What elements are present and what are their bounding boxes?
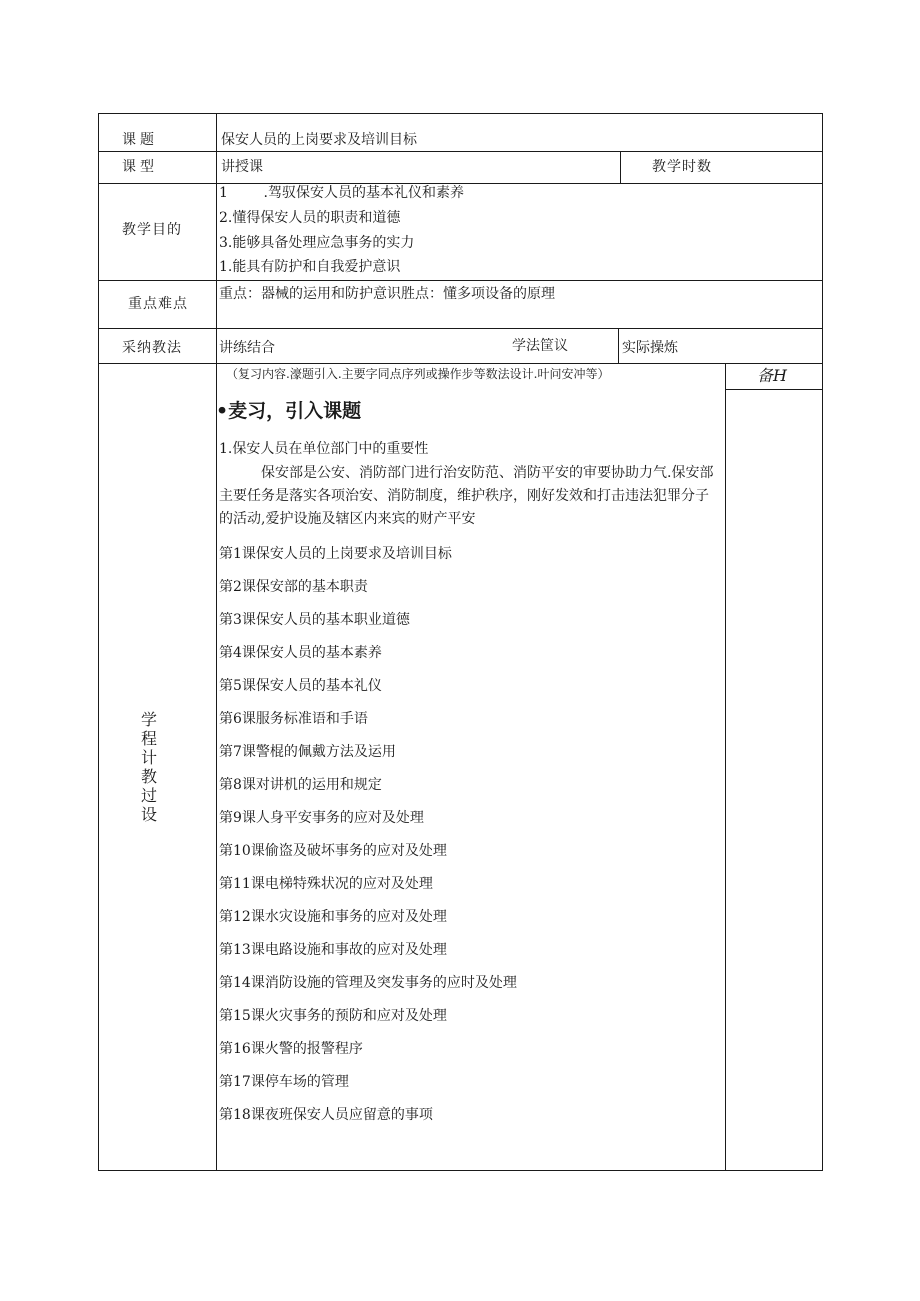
process-note: （复习内容.濠题引入.主要字同点序列或操作步等数法设计.叶问安冲等） (226, 367, 610, 381)
side-char: 教 (140, 767, 157, 786)
row-divider (98, 151, 823, 152)
label-column-divider (216, 113, 217, 1171)
objective-1: 1 .驾驭保安人员的基本礼仪和素养 (219, 185, 464, 201)
remark-label: 备H (757, 366, 787, 385)
remark-divider (725, 389, 823, 390)
lesson-item: 第14课消防设施的管理及突发事务的应时及处理 (219, 975, 517, 991)
lesson-item: 第17课停车场的管理 (219, 1074, 349, 1090)
lesson-item: 第1课保安人员的上岗要求及培训目标 (219, 546, 452, 562)
table-border-bottom (98, 1170, 823, 1171)
type-value: 讲授课 (221, 159, 263, 175)
lesson-item: 第16课火警的报警程序 (219, 1041, 363, 1057)
hours-label: 教学时数 (652, 159, 712, 175)
objectives-label: 教学目的 (122, 222, 182, 238)
objective-4: 1.能具有防护和自我爱护意识 (219, 259, 401, 275)
lesson-item: 第18课夜班保安人员应留意的事项 (219, 1107, 433, 1123)
security-paragraph: 保安部是公安、消防部门进行治安防范、消防平安的审要协助力气.保安部主要任务是落实各项治安、消防制度，维护秩序，刚好发效和打击违法犯罪分子的活动,爱护设施及辖区内来宾的财产平安 (219, 465, 714, 527)
lesson-item: 第9课人身平安事务的应对及处理 (219, 810, 424, 826)
method-label: 采纳教法 (122, 340, 182, 356)
topic-label: 课题 (122, 132, 158, 148)
lesson-item: 第3课保安人员的基本职业道德 (219, 612, 410, 628)
row-divider (98, 328, 823, 329)
keypoints-label: 重点难点 (128, 296, 188, 312)
row-divider (98, 363, 823, 364)
hours-divider (620, 151, 621, 183)
keypoints-value: 重点：器械的运用和防护意识胜点：懂多项设备的原理 (219, 286, 555, 302)
objective-2: 2.懂得保安人员的职责和道德 (219, 210, 401, 226)
side-char: 程 (140, 729, 157, 748)
row-divider (98, 280, 823, 281)
type-label: 课型 (122, 159, 158, 175)
lesson-item: 第7课警棍的佩戴方法及运用 (219, 744, 396, 760)
side-char: 计 (140, 748, 157, 767)
side-char: 过 (140, 786, 157, 805)
method-value: 讲练结合 (219, 340, 275, 356)
study-value: 实际操炼 (622, 340, 678, 356)
table-border-right (822, 113, 823, 1171)
remark-column-divider (725, 363, 726, 1171)
side-char: 学 (140, 710, 157, 729)
topic-value: 保安人员的上岗要求及培训目标 (221, 132, 417, 148)
practice-divider (618, 328, 619, 363)
objective-3: 3.能够具备处理应急事务的实力 (219, 235, 415, 251)
study-label: 学法筐议 (512, 338, 568, 354)
lesson-item: 第8课对讲机的运用和规定 (219, 777, 382, 793)
lesson-item: 第13课电路设施和事故的应对及处理 (219, 942, 447, 958)
review-title: •麦习，引入课题 (216, 400, 362, 422)
lesson-item: 第6课服务标准语和手语 (219, 711, 368, 727)
lesson-item: 第15课火灾事务的预防和应对及处理 (219, 1008, 447, 1024)
point-1: 1.保安人员在单位部门中的重要性 (219, 441, 429, 457)
side-char: 设 (140, 805, 157, 824)
process-side-label (139, 710, 159, 824)
lesson-item: 第2课保安部的基本职责 (219, 579, 368, 595)
lesson-item: 第10课偷盗及破坏事务的应对及处理 (219, 843, 447, 859)
lesson-item: 第12课水灾设施和事务的应对及处理 (219, 909, 447, 925)
lesson-item: 第11课电梯特殊状况的应对及处理 (219, 876, 433, 892)
table-border-left (98, 113, 99, 1171)
table-border-top (98, 113, 823, 114)
lesson-item: 第4课保安人员的基本素养 (219, 645, 382, 661)
lesson-item: 第5课保安人员的基本礼仪 (219, 678, 382, 694)
